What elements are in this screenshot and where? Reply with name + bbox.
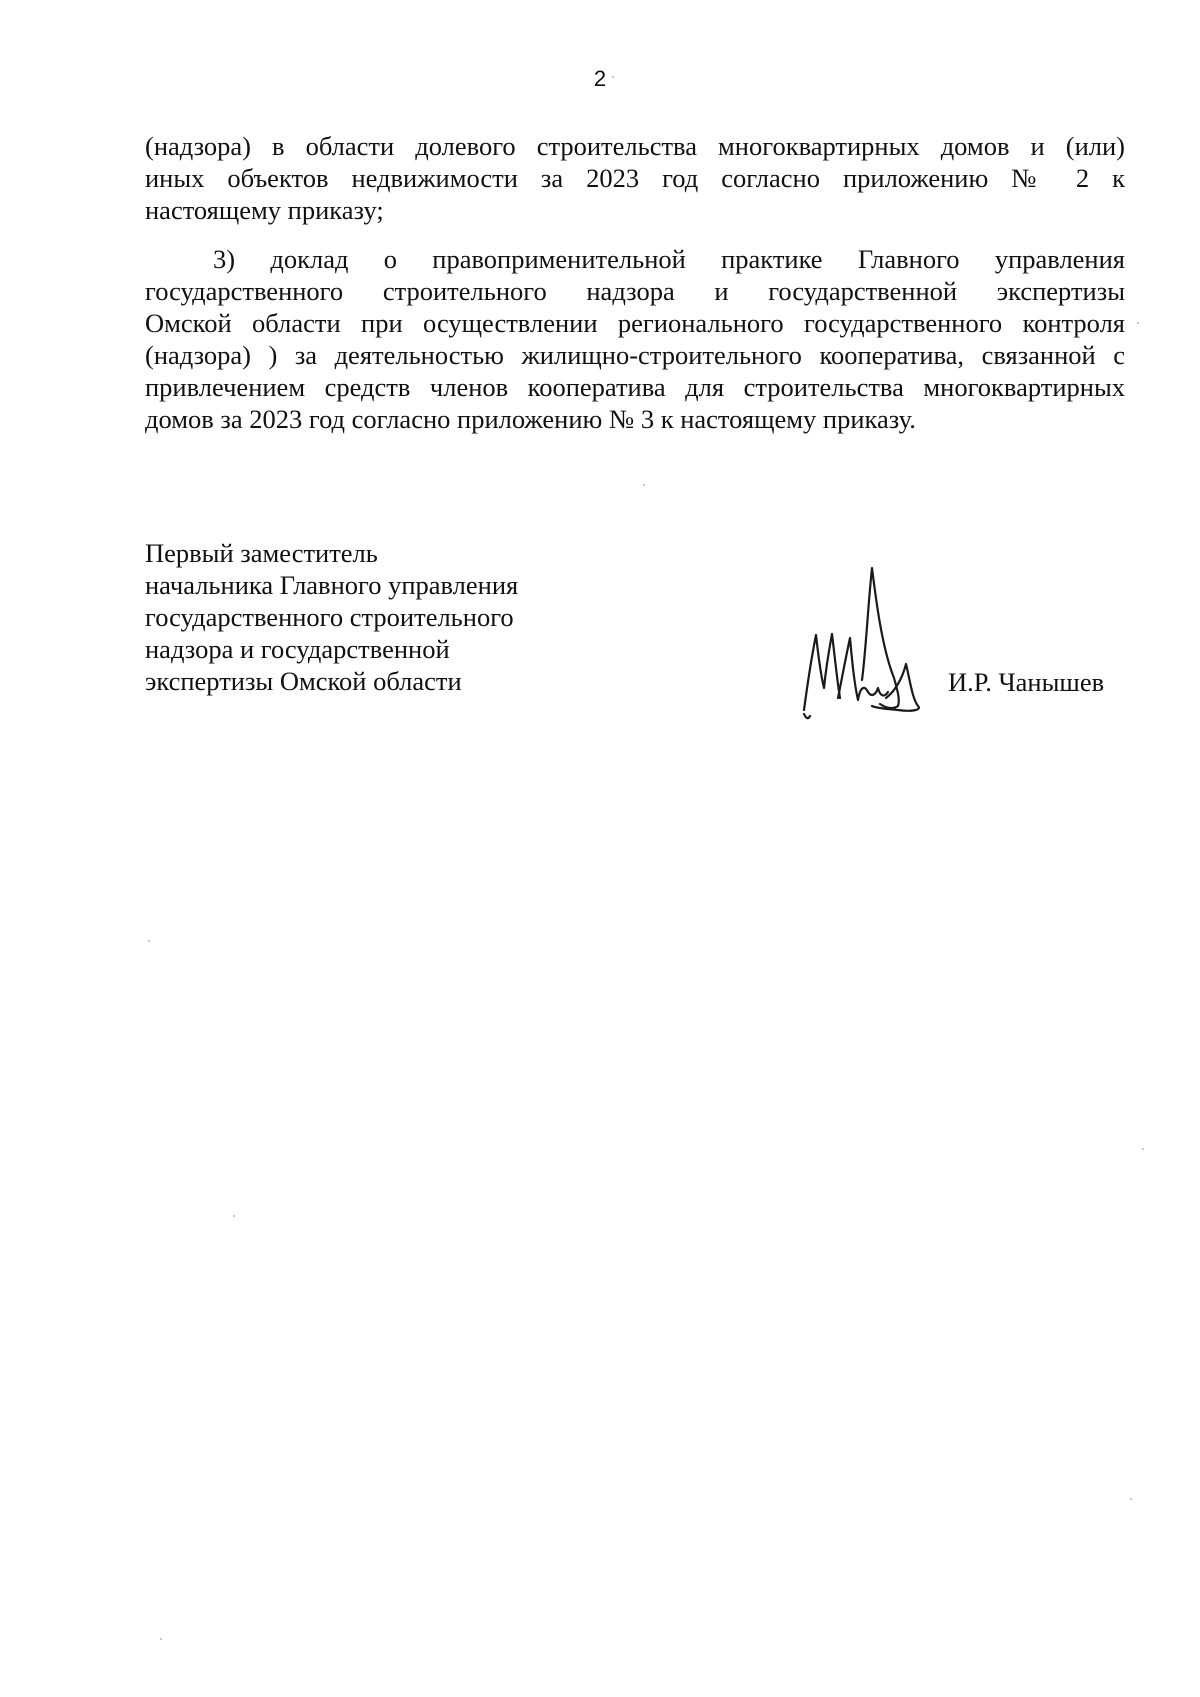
paragraph-line: привлечением средств членов кооператива для строительства многоквартирных (145, 372, 1125, 402)
paragraph-line: (надзора) ) за деятельностью жилищно-строительного кооператива, связанной с (145, 340, 1125, 370)
scan-speck (233, 1215, 235, 1217)
paragraph-item-3 (145, 243, 1125, 435)
paragraph-continuation (145, 130, 1125, 226)
scan-speck (612, 76, 614, 78)
signatory-position (145, 537, 518, 697)
position-line: начальника Главного управления (145, 570, 519, 600)
paragraph-line: иных объектов недвижимости за 2023 год согласно приложению № 2 к (145, 163, 1125, 193)
paragraph-line: настоящему приказу; (145, 195, 384, 225)
position-line: надзора и государственной (145, 634, 450, 664)
handwritten-signature (802, 560, 932, 720)
position-line: государственного строительного (145, 602, 514, 632)
scan-speck (160, 1638, 162, 1640)
paragraph-line: домов за 2023 год согласно приложению № 3 к настоящему приказу. (145, 404, 916, 434)
scan-speck (1130, 1498, 1132, 1500)
paragraph-line: государственного строительного надзора и государственной экспертизы (145, 276, 1125, 306)
paragraph-line: (надзора) в области долевого строительства многоквартирных домов и (или) (145, 131, 1125, 161)
scan-speck (643, 484, 645, 486)
scan-speck (1137, 322, 1139, 324)
paragraph-line: 3) доклад о правоприменительной практике Главного управления (213, 244, 1125, 274)
scan-speck (1142, 1148, 1144, 1150)
scan-speck (148, 940, 150, 942)
paragraph-line: Омской области при осуществлении регионального государственного контроля (145, 308, 1125, 338)
signer-name: И.Р. Чанышев (948, 667, 1105, 697)
position-line: Первый заместитель (145, 538, 378, 568)
page-number: 2 (593, 66, 607, 91)
position-line: экспертизы Омской области (145, 666, 462, 696)
